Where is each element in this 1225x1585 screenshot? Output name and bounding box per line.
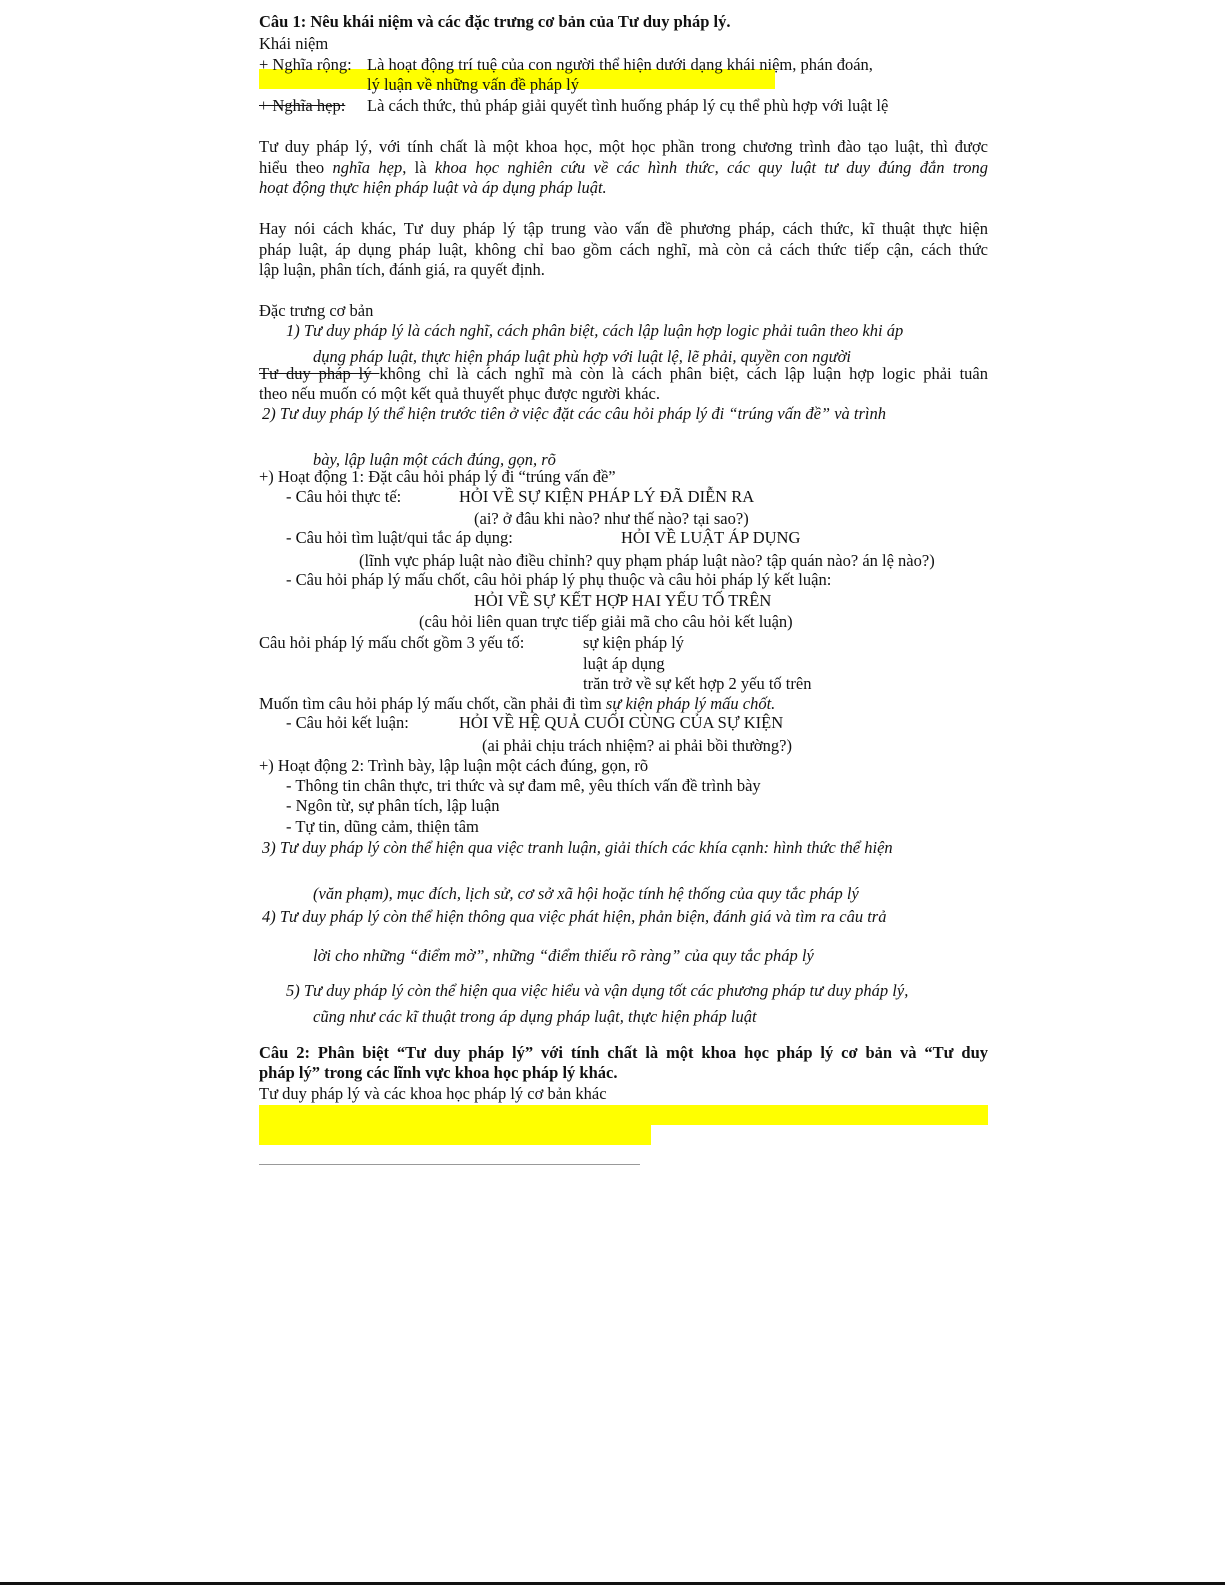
- feature1-line2: dụng pháp luật, thực hiện pháp luật phù hợp với luật lệ, lẽ phải, quyền con người: [313, 347, 851, 366]
- activity2-item-3: - Tự tin, dũng cảm, thiện tâm: [286, 817, 479, 836]
- q2-heading-line1: Câu 2: Phân biệt “Tư duy pháp lý” với tính chất là một khoa học pháp lý cơ bản và “Tư duy: [259, 1043, 988, 1062]
- law-question-caps: HỎI VỀ LUẬT ÁP DỤNG: [621, 528, 801, 547]
- three-element-3: trăn trở về sự kết hợp 2 yếu tố trên: [583, 674, 812, 693]
- para2-line2: pháp luật, áp dụng pháp luật, không chỉ bao gồm cách nghĩ, mà còn cả cách thức tiếp cận, cách thức: [259, 240, 988, 259]
- q2-heading-line2: pháp lý” trong các lĩnh vực khoa học pháp lý khác.: [259, 1063, 618, 1082]
- concept-label: Khái niệm: [259, 34, 329, 53]
- para1-line1: Tư duy pháp lý, với tính chất là một khoa học, một học phần trong chương trình đào tạo luật, thì được: [259, 137, 988, 156]
- fact-question-label: - Câu hỏi thực tế:: [286, 487, 402, 506]
- conclusion-question-sub: (ai phải chịu trách nhiệm? ai phải bồi thường?): [482, 736, 792, 755]
- narrow-label: + Nghĩa hẹp:: [259, 96, 346, 115]
- para1-line2: hiểu theo nghĩa hẹp, là khoa học nghiên cứu về các hình thức, các quy luật tư duy đúng đắn trong: [259, 158, 988, 177]
- feature1-note-line1: Tư duy pháp lý không chỉ là cách nghĩ mà còn là cách phân biệt, cách lập luận hợp logic phải tuân: [259, 364, 988, 383]
- feature1-note-line2: theo nếu muốn có một kết quả thuyết phục được người khác.: [259, 384, 660, 403]
- feature4-line1: 4) Tư duy pháp lý còn thể hiện thông qua việc phát hiện, phản biện, đánh giá và tìm ra câu trả: [262, 907, 887, 926]
- q1-heading: Câu 1: Nêu khái niệm và các đặc trưng cơ bản của Tư duy pháp lý.: [259, 12, 731, 31]
- broad-text-line2: lý luận về những vấn đề pháp lý: [367, 75, 579, 94]
- para2-line3: lập luận, phân tích, đánh giá, ra quyết định.: [259, 260, 545, 279]
- three-element-2: luật áp dụng: [583, 654, 665, 673]
- features-label: Đặc trưng cơ bản: [259, 301, 374, 320]
- three-elements-label: Câu hỏi pháp lý mấu chốt gồm 3 yếu tố:: [259, 633, 525, 652]
- feature3-line1: 3) Tư duy pháp lý còn thể hiện qua việc tranh luận, giải thích các khía cạnh: hình thức thể hiện: [262, 838, 893, 857]
- fact-question-sub: (ai? ở đâu khi nào? như thế nào? tại sao?): [474, 509, 749, 528]
- feature5-line2: cũng như các kĩ thuật trong áp dụng pháp luật, thực hiện pháp luật: [313, 1007, 757, 1026]
- feature5-line1: 5) Tư duy pháp lý còn thể hiện qua việc hiểu và vận dụng tốt các phương pháp tư duy pháp lý,: [286, 981, 909, 1000]
- broad-label: + Nghĩa rộng:: [259, 55, 352, 74]
- activity2-title: +) Hoạt động 2: Trình bày, lập luận một cách đúng, gọn, rõ: [259, 756, 649, 775]
- key-question-sub: (câu hỏi liên quan trực tiếp giải mã cho câu hỏi kết luận): [419, 612, 793, 631]
- broad-text-line1: Là hoạt động trí tuệ của con người thể hiện dưới dạng khái niệm, phán đoán,: [367, 55, 873, 74]
- law-question-label: - Câu hỏi tìm luật/qui tắc áp dụng:: [286, 528, 513, 547]
- activity1-title: +) Hoạt động 1: Đặt câu hỏi pháp lý đi “trúng vấn đề”: [259, 467, 616, 486]
- three-element-1: sự kiện pháp lý: [583, 633, 685, 652]
- para1-line3: hoạt động thực hiện pháp luật và áp dụng pháp luật.: [259, 178, 607, 197]
- find-key-question: Muốn tìm câu hỏi pháp lý mấu chốt, cần phải đi tìm sự kiện pháp lý mấu chốt.: [259, 694, 776, 713]
- conclusion-question-label: - Câu hỏi kết luận:: [286, 713, 409, 732]
- activity2-item-1: - Thông tin chân thực, tri thức và sự đam mê, yêu thích vấn đề trình bày: [286, 776, 761, 795]
- key-question-caps: HỎI VỀ SỰ KẾT HỢP HAI YẾU TỐ TRÊN: [474, 591, 772, 610]
- feature1-line1: 1) Tư duy pháp lý là cách nghĩ, cách phân biệt, cách lập luận hợp logic phải tuân theo khi áp: [286, 321, 904, 340]
- fact-question-caps: HỎI VỀ SỰ KIỆN PHÁP LÝ ĐÃ DIỄN RA: [459, 487, 755, 506]
- narrow-text: Là cách thức, thủ pháp giải quyết tình huống pháp lý cụ thể phù hợp với luật lệ: [367, 96, 889, 115]
- q2-subheading: Tư duy pháp lý và các khoa học pháp lý cơ bản khác: [259, 1084, 607, 1103]
- key-question-label: - Câu hỏi pháp lý mấu chốt, câu hỏi pháp lý phụ thuộc và câu hỏi pháp lý kết luận:: [286, 570, 832, 589]
- feature4-line2: lời cho những “điểm mờ”, những “điểm thiếu rõ ràng” của quy tắc pháp lý: [313, 946, 814, 965]
- feature2-line1: 2) Tư duy pháp lý thể hiện trước tiên ở việc đặt các câu hỏi pháp lý đi “trúng vấn đề” và trình: [262, 404, 887, 423]
- conclusion-question-caps: HỎI VỀ HỆ QUẢ CUỐI CÙNG CỦA SỰ KIỆN: [459, 713, 784, 732]
- footnote-divider: [259, 1164, 640, 1165]
- feature3-line2: (văn phạm), mục đích, lịch sử, cơ sở xã hội hoặc tính hệ thống của quy tắc pháp lý: [313, 884, 859, 903]
- para2-line1: Hay nói cách khác, Tư duy pháp lý tập trung vào vấn đề phương pháp, cách thức, kĩ thuật thực hiện: [259, 219, 988, 238]
- law-question-sub: (lĩnh vực pháp luật nào điều chỉnh? quy phạm pháp luật nào? tập quán nào? án lệ nào?): [359, 551, 935, 570]
- highlight-q2-block-2: [259, 1125, 651, 1145]
- activity2-item-2: - Ngôn từ, sự phân tích, lập luận: [286, 796, 500, 815]
- highlight-q2-block-1: [259, 1105, 988, 1125]
- feature2-line2: bày, lập luận một cách đúng, gọn, rõ: [313, 450, 556, 469]
